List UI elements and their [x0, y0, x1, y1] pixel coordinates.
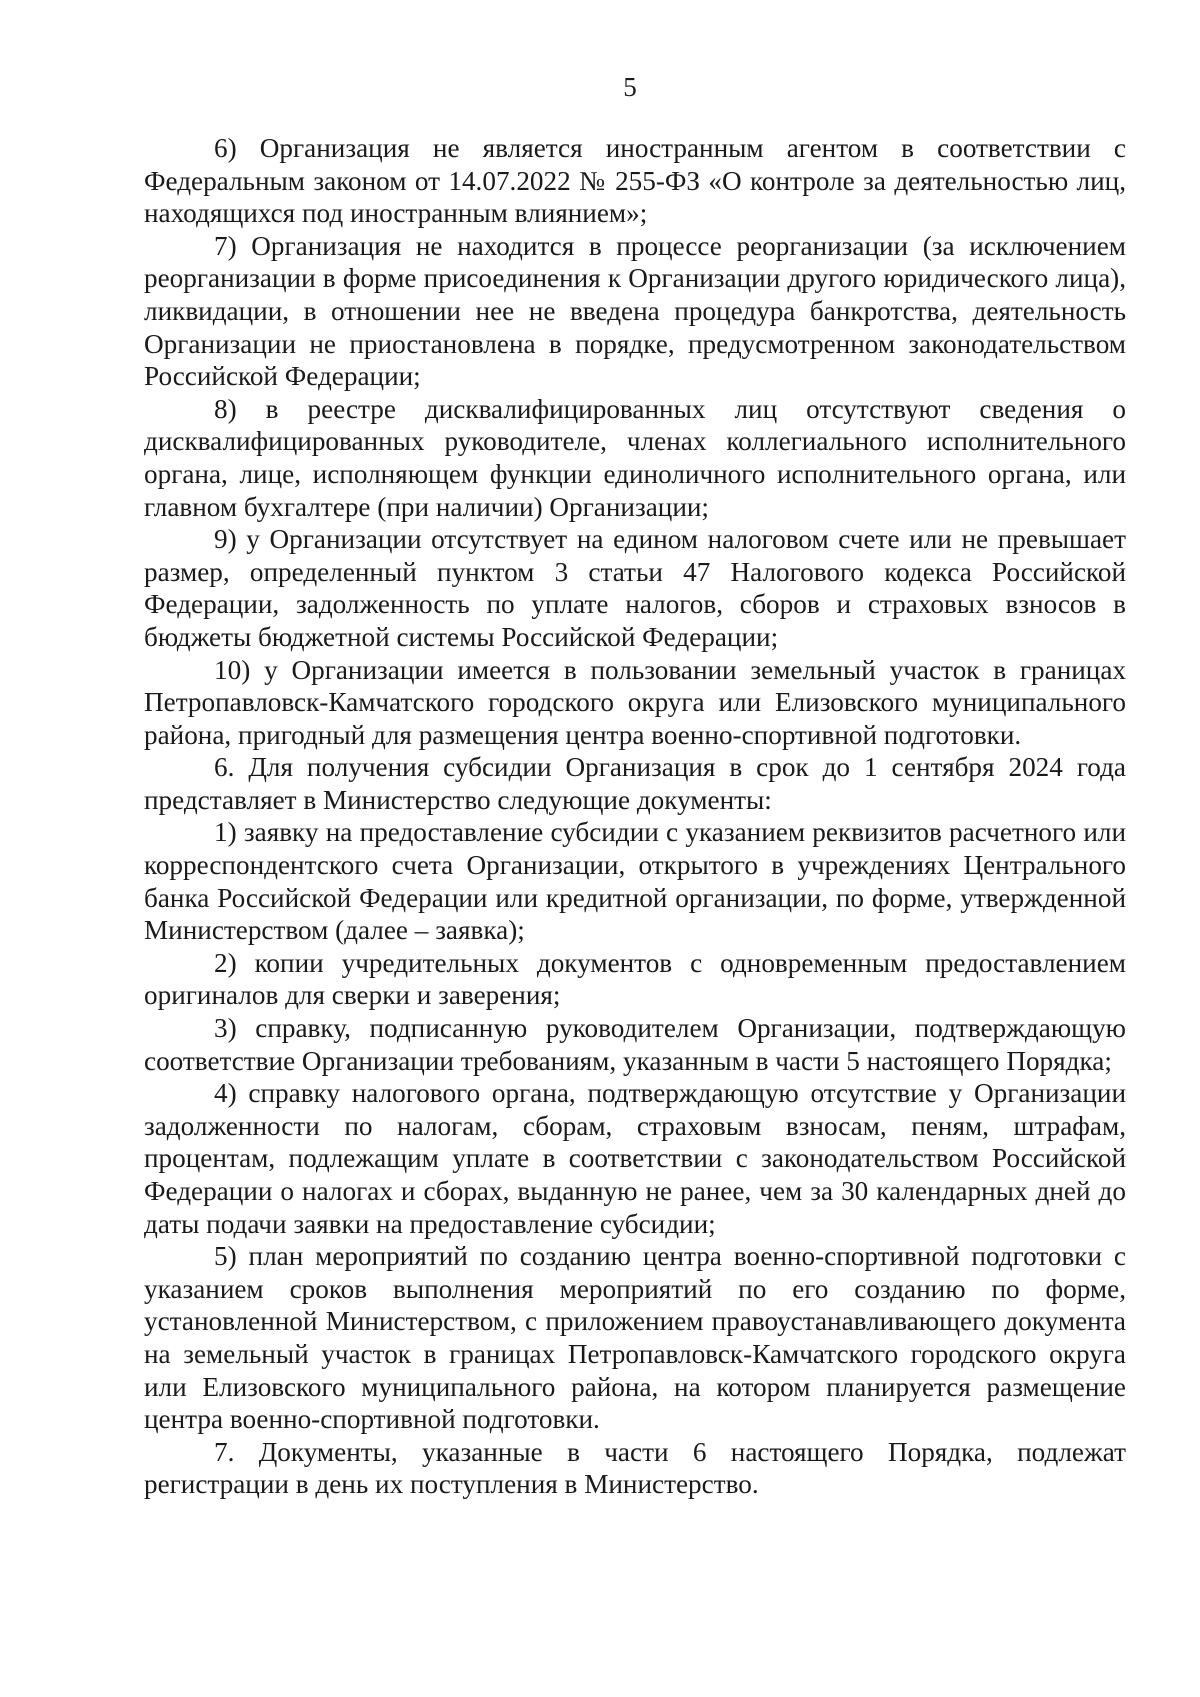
paragraph-doc-3: 3) справку, подписанную руководителем Организации, подтверждающую соответствие Организации требованиям, указанным в части 5 настоящего Порядка;	[144, 1013, 1126, 1076]
paragraph-item-8: 8) в реестре дисквалифицированных лиц отсутствуют сведения о дисквалифицированных руководителе, членах коллегиального исполнительного органа, лице, исполняющем функции единоличного исполнительного органа, или главном бухгалтере (при наличии) Организации;	[144, 393, 1126, 522]
document-body	[144, 132, 1126, 1501]
paragraph-doc-2: 2) копии учредительных документов с одновременным предоставлением оригиналов для сверки и заверения;	[144, 947, 1126, 1011]
paragraph-doc-5: 5) план мероприятий по созданию центра военно-спортивной подготовки с указанием сроков выполнения мероприятий по его созданию по форме, установленной Министерством, с приложением правоустанавливающего документа на земельный участок в границах Петропавловск-Камчатского городского округа или Елизовского муниципального района, на котором планируется размещение центра военно-спортивной подготовки.	[144, 1241, 1126, 1435]
paragraph-item-10: 10) у Организации имеется в пользовании земельный участок в границах Петропавловск-Камчатского городского округа или Елизовского муниципального района, пригодный для размещения центра военно-спортивной подготовки.	[144, 654, 1126, 750]
paragraph-item-6: 6) Организация не является иностранным агентом в соответствии с Федеральным законом от 14.07.2022 № 255-ФЗ «О контроле за деятельностью лиц, находящихся под иностранным влиянием»;	[144, 133, 1126, 229]
paragraph-section-6: 6. Для получения субсидии Организация в срок до 1 сентября 2024 года представляет в Министерство следующие документы:	[144, 752, 1126, 815]
paragraph-doc-1: 1) заявку на предоставление субсидии с указанием реквизитов расчетного или корреспондентского счета Организации, открытого в учреждениях Центрального банка Российской Федерации или кредитной организации, по форме, утвержденной Министерством (далее – заявка);	[144, 817, 1126, 946]
page-number: 5	[623, 72, 637, 102]
paragraph-doc-4: 4) справку налогового органа, подтверждающую отсутствие у Организации задолженности по налогам, сборам, страховым взносам, пеням, штрафам, процентам, подлежащим уплате в соответствии с законодательством Российской Федерации о налогах и сборах, выданную не ранее, чем за 30 календарных дней до даты подачи заявки на предоставление субсидии;	[144, 1078, 1126, 1239]
paragraph-item-7: 7) Организация не находится в процессе реорганизации (за исключением реорганизации в форме присоединения к Организации другого юридического лица), ликвидации, в отношении нее не введена процедура банкротства, деятельность Организации не приостановлена в порядке, предусмотренном законодательством Российской Федерации;	[144, 230, 1126, 392]
paragraph-item-9: 9) у Организации отсутствует на едином налоговом счете или не превышает размер, определенный пунктом 3 статьи 47 Налогового кодекса Российской Федерации, задолженность по уплате налогов, сборов и страховых взносов в бюджеты бюджетной системы Российской Федерации;	[144, 524, 1126, 652]
paragraph-section-7: 7. Документы, указанные в части 6 настоящего Порядка, подлежат регистрации в день их поступления в Министерство.	[144, 1436, 1126, 1500]
